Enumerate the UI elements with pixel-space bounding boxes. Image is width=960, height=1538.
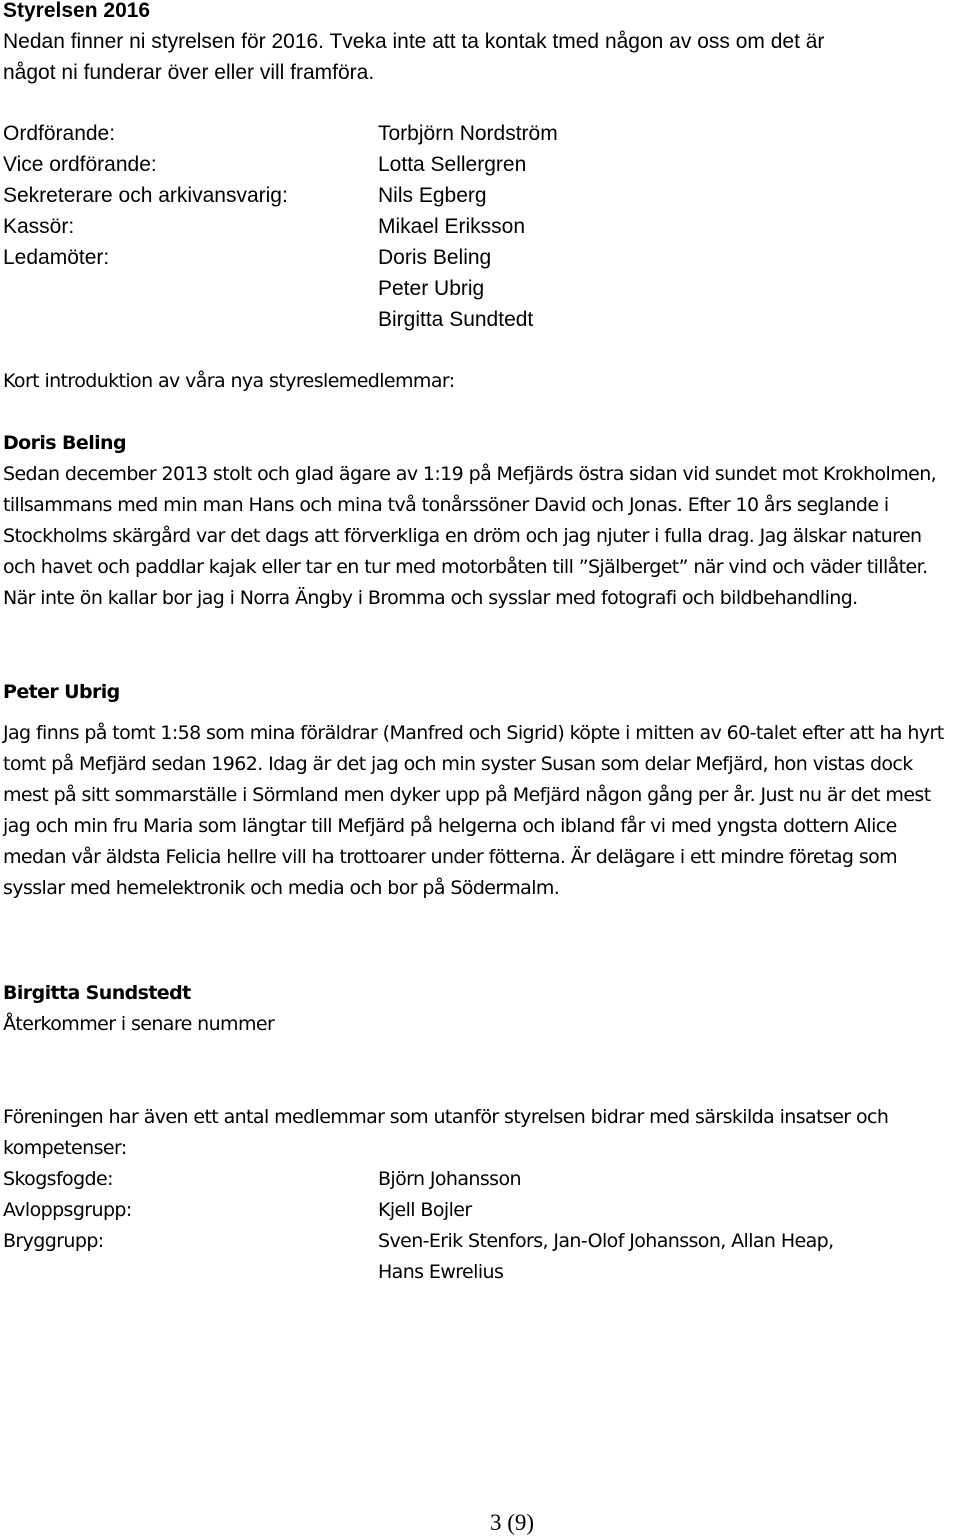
board-member-name: Peter Ubrig [378,277,485,300]
member-name-birgitta: Birgitta Sundstedt [3,982,191,1004]
board-member-name: Lotta Sellergren [378,153,527,176]
page-number: 3 (9) [490,1510,535,1535]
extra-role-label: Skogsfogde: [3,1168,113,1190]
document-page [3,0,957,1538]
extra-role-label: Avloppsgrupp: [3,1199,132,1221]
extra-names [378,1164,834,1288]
board-member-name: Birgitta Sundtedt [378,308,534,331]
board-member-name: Torbjörn Nordström [378,122,558,145]
board-roles [3,118,288,273]
page-title: Styrelsen 2016 [3,0,151,22]
role-label: Kassör: [3,215,75,238]
intro-line-2: något ni funderar över eller vill framföra. [3,61,375,84]
role-label: Ordförande: [3,122,116,145]
board-member-name: Nils Egberg [378,184,487,207]
role-label: Sekreterare och arkivansvarig: [3,184,288,207]
extra-roles [3,1164,132,1257]
intro-heading: Kort introduktion av våra nya styreslemedlemmar: [3,370,455,392]
member-bio-peter: Jag finns på tomt 1:58 som mina föräldrar (Manfred och Sigrid) köpte i mitten av 60-talet efter att ha hyrt tomt på Mefjärd sedan 1962. Idag är det jag och min syster Susan som delar Mefjärd, hon vistas dock mest på sitt sommarställe i Sörmland men dyker upp på Mefjärd någon gång per år. Just nu är det mest jag och min fru Maria som längtar till Mefjärd på helgerna och ibland får vi med yngsta dottern Alice medan vår äldsta Felicia hellre vill ha trottoarer under fötterna. Är delägare i ett mindre företag som sysslar med hemelektronik och media och bor på Södermalm. [3,722,944,899]
member-name-doris: Doris Beling [3,432,126,454]
role-label: Ledamöter: [3,246,110,269]
board-member-name: Mikael Eriksson [378,215,526,238]
extra-member-name: Björn Johansson [378,1168,521,1190]
extra-member-name: Hans Ewrelius [378,1261,504,1283]
intro-line-1: Nedan finner ni styrelsen för 2016. Tveka inte att ta kontak tmed någon av oss om det är [3,30,825,53]
extra-member-name: Kjell Bojler [378,1199,472,1221]
member-bio-doris: Sedan december 2013 stolt och glad ägare av 1:19 på Mefjärds östra sidan vid sundet mot Krokholmen, tillsammans med min man Hans och mina två tonårssöner David och Jonas. Efter 10 års seglande i Stockholms skärgård var det dags att förverkliga en dröm och jag njuter i fulla drag. Jag älskar naturen och havet och paddlar kajak eller tar en tur med motorbåten till ”Själberget” när vind och väder tillåter. När inte ön kallar bor jag i Norra Ängby i Bromma och sysslar med fotografi och bildbehandling. [3,463,937,609]
extra-role-label: Bryggrupp: [3,1230,104,1252]
extra-member-name: Sven-Erik Stenfors, Jan-Olof Johansson, Allan Heap, [378,1230,834,1252]
role-label: Vice ordförande: [3,153,157,176]
extra-members-intro: Föreningen har även ett antal medlemmar som utanför styrelsen bidrar med särskilda insatser och kompetenser: [3,1106,889,1159]
board-member-name: Doris Beling [378,246,492,269]
member-bio-birgitta: Återkommer i senare nummer [3,1013,275,1035]
board-names [378,118,558,335]
member-name-peter: Peter Ubrig [3,681,120,703]
